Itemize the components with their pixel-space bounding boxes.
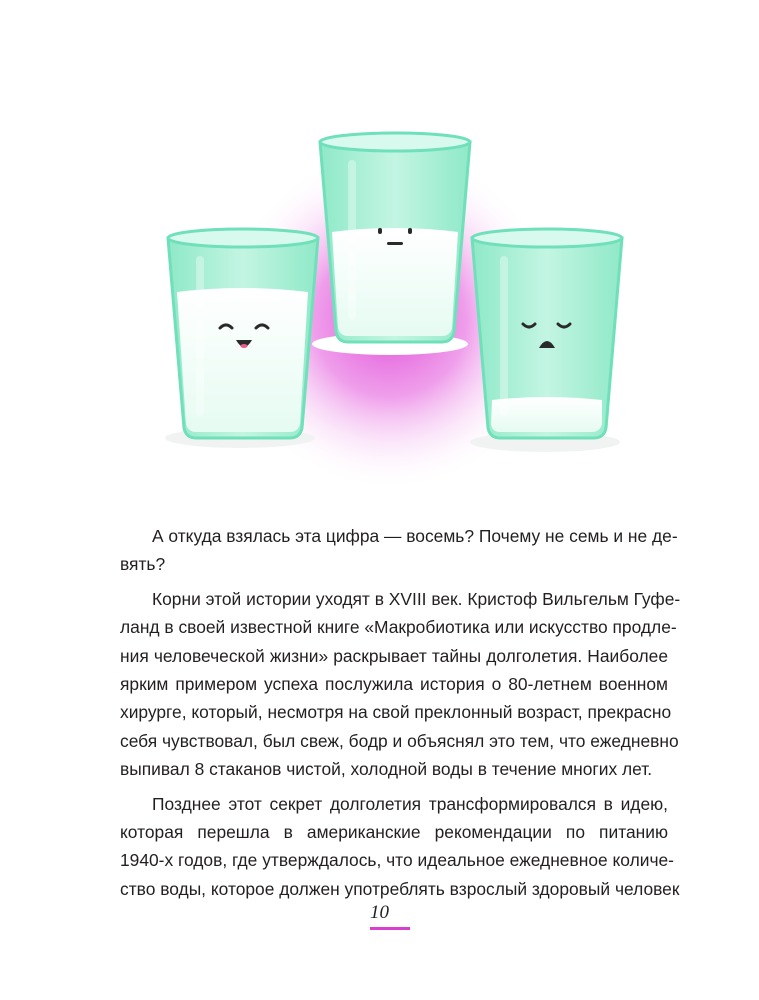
text-line: А откуда взялась эта цифра — восемь? Почему не семь и не де- bbox=[152, 526, 678, 546]
water-glasses-illustration bbox=[150, 120, 630, 500]
text-line: вять? bbox=[120, 554, 166, 575]
glass-neutral bbox=[320, 133, 470, 342]
page-number-underline bbox=[370, 927, 410, 930]
body-text bbox=[120, 522, 681, 903]
text-line: ярким примером успеха послужила история о 80-летнем военном bbox=[120, 673, 668, 694]
text-line: Позднее этот секрет долголетия трансформировался в идею, bbox=[152, 793, 668, 814]
text-line: себя чувствовал, был свеж, бодр и объяснял это тем, что ежедневно bbox=[120, 730, 679, 751]
glass-happy bbox=[168, 229, 318, 438]
text-line: ство воды, которое должен употреблять взрослый здоровый человек bbox=[120, 878, 680, 899]
text-line: выпивал 8 стаканов чистой, холодной воды в течение многих лет. bbox=[120, 759, 653, 780]
text-line: ния человеческой жизни» раскрывает тайны долголетия. Наиболее bbox=[120, 645, 668, 666]
glass-sad bbox=[472, 229, 622, 438]
text-line: хирурге, который, несмотря на свой преклонный возраст, прекрасно bbox=[120, 702, 672, 723]
page-number: 10 bbox=[370, 902, 389, 923]
text-line: которая перешла в американские рекомендации по питанию bbox=[120, 821, 668, 842]
text-line: ланд в своей известной книге «Макробиотика или искусство продле- bbox=[120, 617, 677, 638]
text-line: Корни этой истории уходят в XVIII век. Кристоф Вильгельм Гуфе- bbox=[152, 588, 681, 609]
text-line: 1940-х годов, где утверждалось, что идеальное ежедневное количе- bbox=[120, 850, 674, 871]
